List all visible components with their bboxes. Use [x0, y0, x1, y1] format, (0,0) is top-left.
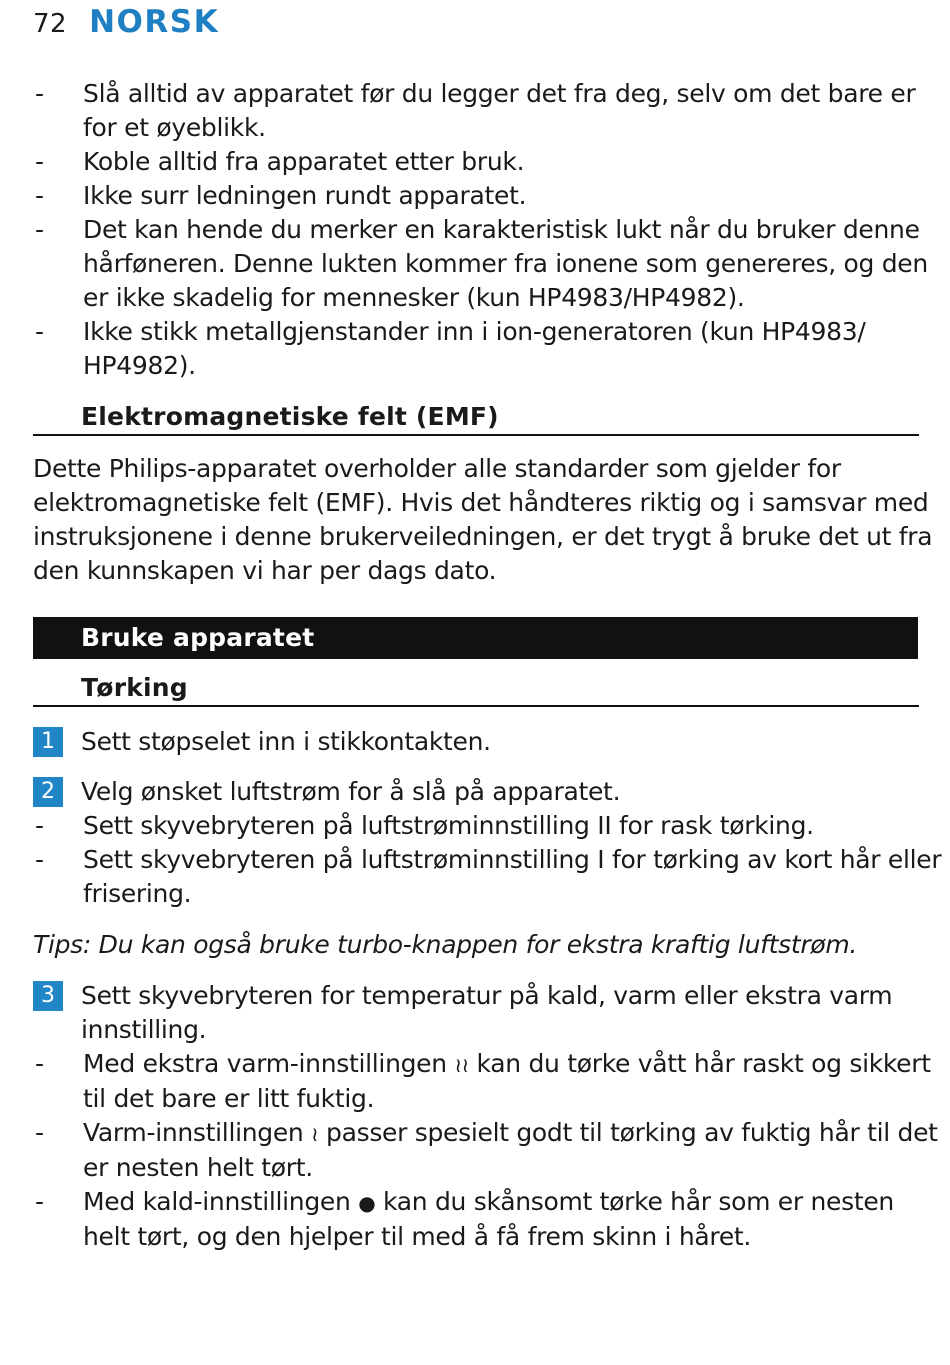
list-item: [33, 145, 919, 179]
bullet-dash: -: [35, 1118, 44, 1147]
cool-icon: ●: [358, 1191, 376, 1215]
drying-heading-text: Tørking: [81, 673, 188, 702]
list-item: [33, 843, 942, 911]
emf-heading-text: Elektromagnetiske felt (EMF): [81, 402, 499, 431]
bullet-text: HP4982).: [83, 351, 196, 380]
bullet-text: [83, 1185, 919, 1220]
emf-paragraph: [33, 452, 933, 588]
bullet-text: Sett skyvebryteren på luftstrøminnstilling I for tørking av kort hår eller: [83, 845, 942, 874]
drying-heading: [33, 671, 919, 707]
list-item: [33, 1047, 931, 1116]
paragraph-line: den kunnskapen vi har per dags dato.: [33, 556, 497, 585]
tip: [33, 928, 919, 962]
bullet-text-start: Med kald-innstillingen: [83, 1187, 351, 1216]
bullet-text-end: passer spesielt godt til tørking av fuktig hår til det: [326, 1118, 938, 1147]
step-text: Sett skyvebryteren for temperatur på kald, varm eller ekstra varm: [81, 981, 893, 1010]
list-item: [33, 179, 919, 213]
bullet-dash: -: [35, 147, 44, 176]
extra-warm-icon: ≀≀: [454, 1053, 469, 1077]
bullet-dash: -: [35, 317, 44, 346]
step-number-badge: 3: [33, 981, 63, 1011]
bullet-text: frisering.: [83, 879, 192, 908]
step-2: [33, 775, 942, 911]
step-3: [33, 979, 938, 1254]
bullet-dash: -: [35, 845, 44, 874]
emf-heading: [33, 400, 919, 436]
paragraph-line: elektromagnetiske felt (EMF). Hvis det håndteres riktig og i samsvar med: [33, 488, 929, 517]
list-item: [33, 77, 919, 145]
bullet-dash: -: [35, 181, 44, 210]
bullet-text: [83, 1116, 938, 1151]
bullet-text-end: kan du skånsomt tørke hår som er nesten: [383, 1187, 894, 1216]
bullet-text: Ikke surr ledningen rundt apparatet.: [83, 181, 527, 210]
safety-bullet-list: [33, 77, 928, 383]
bullet-dash: -: [35, 1187, 44, 1216]
bullet-text: Sett skyvebryteren på luftstrøminnstilling II for rask tørking.: [83, 811, 814, 840]
list-item: [33, 1185, 919, 1254]
bullet-text-start: Varm-innstillingen: [83, 1118, 304, 1147]
bullet-dash: -: [35, 1049, 44, 1078]
step-text: innstilling.: [81, 1015, 207, 1044]
language-title: NORSK: [89, 4, 220, 40]
bullet-dash: -: [35, 215, 44, 244]
bullet-dash: -: [35, 79, 44, 108]
bullet-text: for et øyeblikk.: [83, 113, 266, 142]
page-header: [33, 4, 219, 44]
step-number-badge: 1: [33, 727, 63, 757]
bullet-text: Slå alltid av apparatet før du legger det fra deg, selv om det bare er: [83, 79, 916, 108]
list-item: [33, 809, 919, 843]
bullet-text: hårføneren. Denne lukten kommer fra ionene som genereres, og den: [83, 249, 928, 278]
step-text: Velg ønsket luftstrøm for å slå på apparatet.: [81, 777, 621, 806]
paragraph-line: Dette Philips-apparatet overholder alle standarder som gjelder for: [33, 454, 841, 483]
bullet-text: [83, 1047, 931, 1082]
step-1: [33, 725, 919, 759]
list-item: [33, 213, 928, 315]
bullet-text: er nesten helt tørt.: [83, 1153, 313, 1182]
bullet-text-end: kan du tørke vått hår raskt og sikkert: [476, 1049, 931, 1078]
bullet-text: helt tørt, og den hjelper til med å få frem skinn i håret.: [83, 1222, 752, 1251]
bullet-text-start: Med ekstra varm-innstillingen: [83, 1049, 447, 1078]
section-bar-title: Bruke apparatet: [81, 623, 315, 652]
list-item: [33, 1116, 938, 1185]
bullet-text: er ikke skadelig for mennesker (kun HP4983/HP4982).: [83, 283, 745, 312]
step-text: Sett støpselet inn i stikkontakten.: [81, 727, 491, 756]
bullet-text: Koble alltid fra apparatet etter bruk.: [83, 147, 525, 176]
list-item: [33, 315, 919, 383]
bullet-dash: -: [35, 811, 44, 840]
section-bar: [33, 617, 918, 659]
bullet-text: Ikke stikk metallgjenstander inn i ion-generatoren (kun HP4983/: [83, 317, 866, 346]
tip-text: Tips: Du kan også bruke turbo-knappen for ekstra kraftig luftstrøm.: [33, 930, 858, 959]
step-number-badge: 2: [33, 777, 63, 807]
paragraph-line: instruksjonene i denne brukerveiledningen, er det trygt å bruke det ut fra: [33, 522, 933, 551]
warm-icon: ≀: [311, 1122, 319, 1146]
bullet-text: til det bare er litt fuktig.: [83, 1084, 375, 1113]
bullet-text: Det kan hende du merker en karakteristisk lukt når du bruker denne: [83, 215, 920, 244]
page-number: 72: [33, 9, 68, 39]
